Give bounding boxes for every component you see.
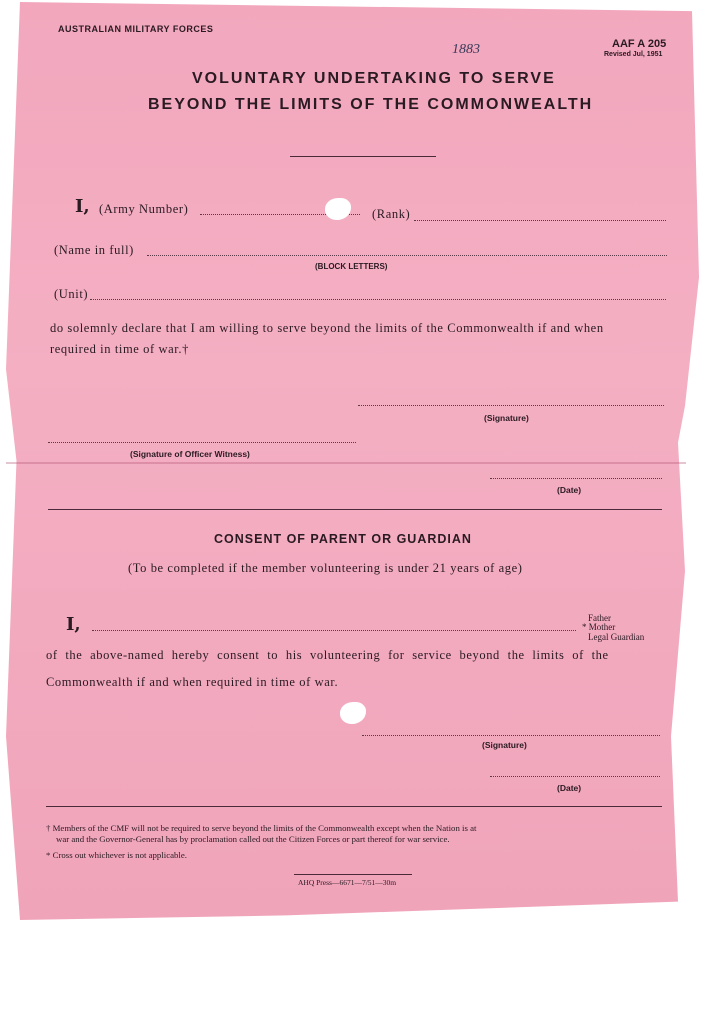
unit-label: (Unit) xyxy=(54,287,89,301)
fold-crease xyxy=(6,462,686,464)
relation-guardian: Legal Guardian xyxy=(588,632,645,642)
revised-date: Revised Jul, 1951 xyxy=(604,51,663,58)
date-label: (Date) xyxy=(557,485,582,495)
consent-date-label: (Date) xyxy=(557,783,582,793)
rank-field[interactable] xyxy=(414,220,666,221)
footnote-dagger-line1: † Members of the CMF will not be required to serve beyond the limits of the Commonwealth except when the Nation is at xyxy=(46,823,477,833)
title-rule xyxy=(290,156,436,157)
org-name: AUSTRALIAN MILITARY FORCES xyxy=(58,24,214,34)
declaration-line2: required in time of war.† xyxy=(50,342,189,356)
consent-line2: Commonwealth if and when required in time of war. xyxy=(46,675,339,689)
form-paper xyxy=(6,2,706,920)
consent-heading: CONSENT OF PARENT OR GUARDIAN xyxy=(214,532,472,546)
date-field[interactable] xyxy=(490,478,662,479)
handwritten-number: 1883 xyxy=(452,42,480,57)
consent-i-letter: I, xyxy=(66,614,81,635)
block-letters-note: (BLOCK LETTERS) xyxy=(315,262,388,271)
printer-rule xyxy=(294,874,412,875)
consent-signature-field[interactable] xyxy=(362,735,660,736)
footnote-dagger-line2: war and the Governor-General has by proclamation called out the Citizen Forces or part thereof for war service. xyxy=(56,834,450,844)
signature-field[interactable] xyxy=(358,405,664,406)
declaration-line1: do solemnly declare that I am willing to serve beyond the limits of the Commonwealth if and when xyxy=(50,321,604,335)
signature-label: (Signature) xyxy=(484,413,529,423)
unit-field[interactable] xyxy=(90,299,666,300)
rank-label: (Rank) xyxy=(372,207,411,221)
title-line1: VOLUNTARY UNDERTAKING TO SERVE xyxy=(192,70,556,87)
relation-father: Father xyxy=(588,613,611,623)
section-divider xyxy=(48,509,662,510)
footnote-asterisk: * Cross out whichever is not applicable. xyxy=(46,850,187,860)
consent-signature-label: (Signature) xyxy=(482,740,527,750)
form-code: AAF A 205 xyxy=(612,38,667,50)
consent-line1: of the above-named hereby consent to his volunteering for service beyond the limits of the xyxy=(46,648,609,662)
i-letter: I, xyxy=(75,196,90,217)
title-line2: BEYOND THE LIMITS OF THE COMMONWEALTH xyxy=(148,96,594,113)
witness-label: (Signature of Officer Witness) xyxy=(130,449,250,459)
consent-date-field[interactable] xyxy=(490,776,660,777)
witness-signature-field[interactable] xyxy=(48,442,356,443)
relation-mother: * Mother xyxy=(582,622,616,632)
footnote-divider xyxy=(46,806,662,807)
guardian-name-field[interactable] xyxy=(92,630,576,631)
consent-subheading: (To be completed if the member volunteering is under 21 years of age) xyxy=(128,561,523,575)
name-label: (Name in full) xyxy=(54,243,134,257)
name-field[interactable] xyxy=(147,255,667,256)
army-number-label: (Army Number) xyxy=(99,202,189,216)
printer-imprint: AHQ Press—6671—7/51—30m xyxy=(298,878,397,887)
